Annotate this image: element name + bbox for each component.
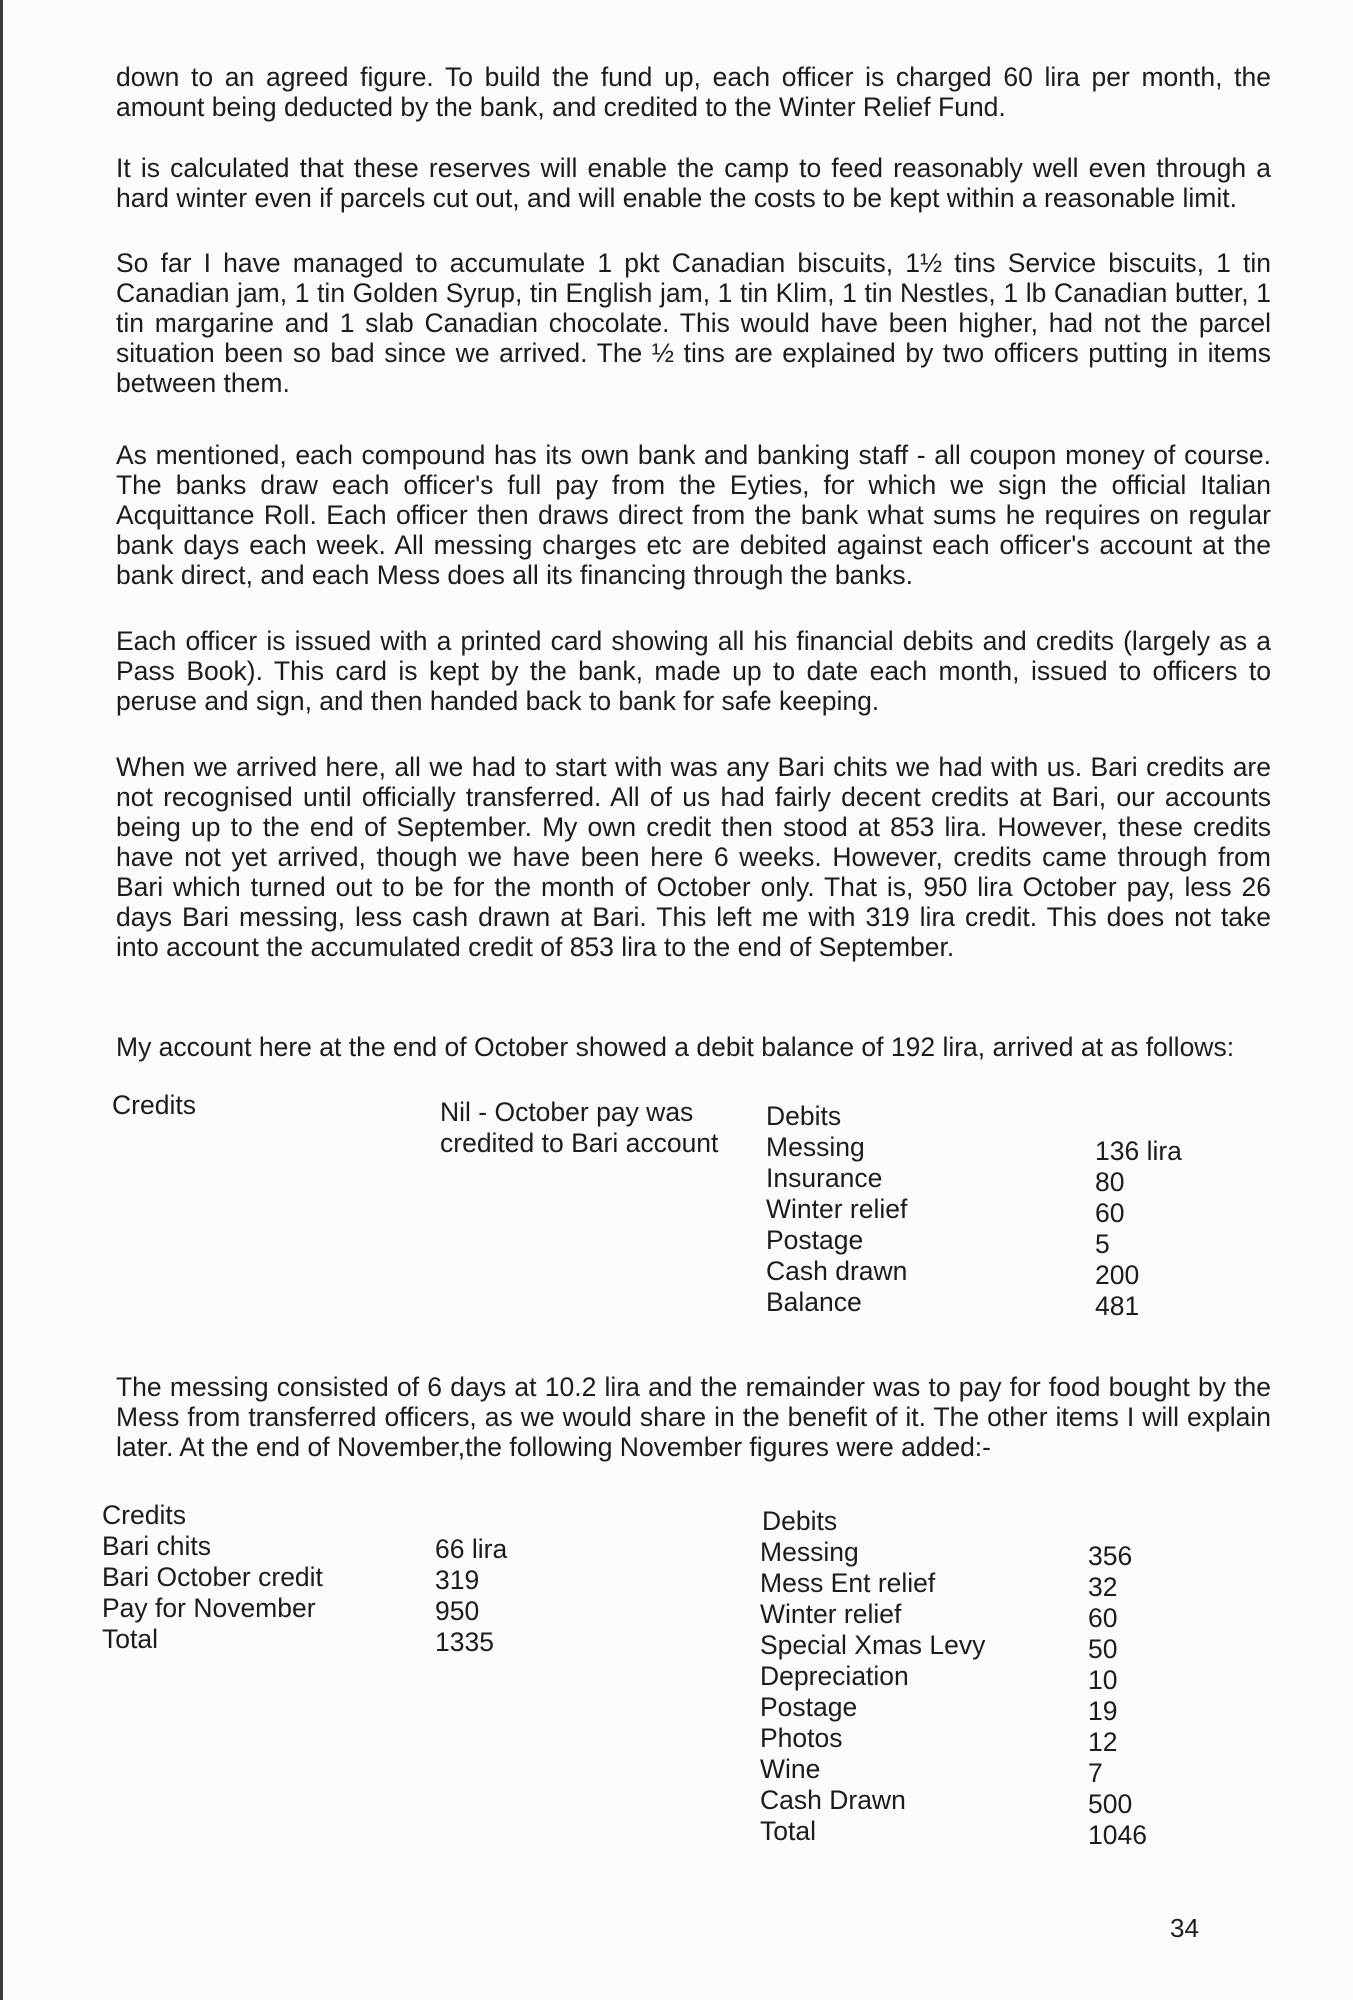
scan-edge: [0, 0, 3, 2000]
table-cell-label: Insurance: [766, 1163, 883, 1193]
table-cell-label: Winter relief: [766, 1194, 908, 1224]
table-cell-label: Messing: [766, 1132, 865, 1162]
paragraph-accumulated-food: So far I have managed to accumulate 1 pkt Canadian biscuits, 1½ tins Service biscuits, 1 tin Canadian jam, 1 tin Golden Syrup, tin English jam, 1 tin Klim, 1 tin Nestles, 1 lb Canadian butter, 1 tin margarine and 1 slab Canadian chocolate. This would have been higher, had not the parcel situation been so bad since we arrived. The ½ tins are explained by two officers putting in items between them.: [116, 248, 1271, 398]
november-debits-heading: Debits: [762, 1506, 838, 1536]
paragraph-printed-card: Each officer is issued with a printed card showing all his financial debits and credits (largely as a Pass Book). This card is kept by the bank, made up to date each month, issued to officers to peruse and sign, and then handed back to bank for safe keeping.: [116, 626, 1271, 716]
paragraph-compound-bank: As mentioned, each compound has its own bank and banking staff - all coupon money of course. The banks draw each officer's full pay from the Eyties, for which we sign the official Italian Acquittance Roll. Each officer then draws direct from the bank what sums he requires on regular bank days each week. All messing charges etc are debited against each officer's account at the bank direct, and each Mess does all its financing through the banks.: [116, 440, 1271, 590]
november-credits-heading: Credits: [102, 1500, 186, 1530]
table-cell-value: 7: [1088, 1758, 1103, 1788]
table-cell-label: Photos: [760, 1723, 843, 1753]
table-cell-value: 60: [1088, 1603, 1118, 1633]
november-credit-labels: [102, 1531, 323, 1655]
november-debit-labels: [760, 1537, 985, 1847]
november-credit-values: [435, 1534, 507, 1658]
page-number: 34: [1170, 1913, 1199, 1943]
table-cell-value: 136 lira: [1095, 1136, 1182, 1166]
table-cell-value: 319: [435, 1565, 480, 1595]
table-cell-value: 5: [1095, 1229, 1110, 1259]
paragraph-october-account: My account here at the end of October showed a debit balance of 192 lira, arrived at as follows:: [116, 1032, 1235, 1062]
paragraph-bari-credits: When we arrived here, all we had to start with was any Bari chits we had with us. Bari credits are not recognised until officially transferred. All of us had fairly decent credits at Bari, our accounts being up to the end of September. My own credit then stood at 853 lira. However, these credits have not yet arrived, though we have been here 6 weeks. However, credits came through from Bari which turned out to be for the month of October only. That is, 950 lira October pay, less 26 days Bari messing, less cash drawn at Bari. This left me with 319 lira credit. This does not take into account the accumulated credit of 853 lira to the end of September.: [116, 752, 1271, 962]
table-cell-value: 356: [1088, 1541, 1133, 1571]
table-cell-value: 80: [1095, 1167, 1125, 1197]
october-credits-note: Nil - October pay was credited to Bari account: [440, 1097, 719, 1158]
table-cell-label: Total: [760, 1816, 816, 1846]
october-credits-heading: Credits: [112, 1090, 196, 1120]
paragraph-messing-explanation: The messing consisted of 6 days at 10.2 lira and the remainder was to pay for food bought by the Mess from transferred officers, as we would share in the benefit of it. The other items I will explain later. At the end of November,the following November figures were added:-: [116, 1372, 1271, 1462]
table-cell-label: Cash drawn: [766, 1256, 908, 1286]
table-cell-value: 50: [1088, 1634, 1118, 1664]
table-cell-label: Depreciation: [760, 1661, 909, 1691]
october-debit-values: [1095, 1136, 1182, 1322]
table-cell-value: 12: [1088, 1727, 1118, 1757]
october-debits-heading: Debits: [766, 1101, 842, 1131]
table-cell-label: Pay for November: [102, 1593, 316, 1623]
table-cell-value: 200: [1095, 1260, 1140, 1290]
table-cell-label: Mess Ent relief: [760, 1568, 936, 1598]
table-cell-value: 32: [1088, 1572, 1118, 1602]
table-cell-value: 60: [1095, 1198, 1125, 1228]
table-cell-label: Bari chits: [102, 1531, 211, 1561]
table-cell-label: Special Xmas Levy: [760, 1630, 986, 1660]
paragraph-reserves: It is calculated that these reserves will enable the camp to feed reasonably well even through a hard winter even if parcels cut out, and will enable the costs to be kept within a reasonable limit.: [116, 153, 1271, 213]
october-debit-labels: [766, 1132, 907, 1318]
paragraph-winter-fund: down to an agreed figure. To build the fund up, each officer is charged 60 lira per month, the amount being deducted by the bank, and credited to the Winter Relief Fund.: [116, 62, 1271, 122]
table-cell-value: 500: [1088, 1789, 1133, 1819]
table-cell-label: Cash Drawn: [760, 1785, 906, 1815]
table-cell-value: 950: [435, 1596, 480, 1626]
table-cell-label: Winter relief: [760, 1599, 902, 1629]
table-cell-value: 1335: [435, 1627, 494, 1657]
table-cell-value: 481: [1095, 1291, 1140, 1321]
table-cell-label: Total: [102, 1624, 158, 1654]
table-cell-label: Postage: [760, 1692, 858, 1722]
table-cell-value: 66 lira: [435, 1534, 508, 1564]
table-cell-label: Postage: [766, 1225, 864, 1255]
table-cell-label: Bari October credit: [102, 1562, 323, 1592]
table-cell-label: Wine: [760, 1754, 821, 1784]
table-cell-value: 1046: [1088, 1820, 1147, 1850]
november-debit-values: [1088, 1541, 1147, 1851]
table-cell-label: Balance: [766, 1287, 862, 1317]
table-cell-value: 19: [1088, 1696, 1118, 1726]
table-cell-value: 10: [1088, 1665, 1118, 1695]
table-cell-label: Messing: [760, 1537, 859, 1567]
